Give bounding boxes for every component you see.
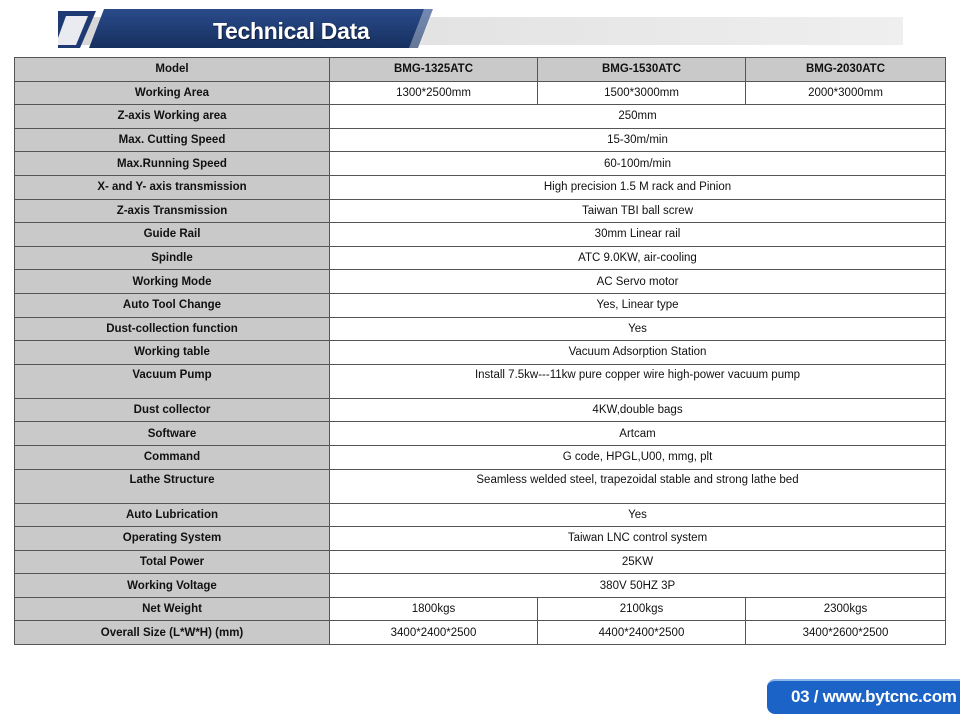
column-header-model: Model bbox=[15, 58, 330, 82]
row-value: Seamless welded steel, trapezoidal stable and strong lathe bed bbox=[330, 469, 946, 503]
row-value: 3400*2600*2500 bbox=[746, 621, 946, 645]
row-value: Taiwan LNC control system bbox=[330, 527, 946, 551]
table-row bbox=[15, 105, 946, 129]
footer-badge bbox=[767, 679, 960, 714]
table-row bbox=[15, 223, 946, 247]
footer-page-url: 03 / www.bytcnc.com bbox=[791, 687, 957, 706]
table-row bbox=[15, 445, 946, 469]
row-label: Max.Running Speed bbox=[15, 152, 330, 176]
table-row bbox=[15, 152, 946, 176]
row-value: 2300kgs bbox=[746, 597, 946, 621]
page-title: Technical Data bbox=[213, 18, 370, 44]
column-header-bmg-1325atc: BMG-1325ATC bbox=[330, 58, 538, 82]
row-label: Lathe Structure bbox=[15, 469, 330, 503]
row-label: Dust-collection function bbox=[15, 317, 330, 341]
row-value: 4400*2400*2500 bbox=[538, 621, 746, 645]
header-banner-shape bbox=[58, 8, 903, 48]
row-label: Software bbox=[15, 422, 330, 446]
technical-data-table bbox=[14, 57, 946, 645]
table-row bbox=[15, 293, 946, 317]
row-value: 380V 50HZ 3P bbox=[330, 574, 946, 598]
row-value: 2000*3000mm bbox=[746, 81, 946, 105]
row-label: Working Mode bbox=[15, 270, 330, 294]
row-label: Spindle bbox=[15, 246, 330, 270]
row-value: 60-100m/min bbox=[330, 152, 946, 176]
table-row bbox=[15, 270, 946, 294]
row-value: 3400*2400*2500 bbox=[330, 621, 538, 645]
row-label: Auto Tool Change bbox=[15, 293, 330, 317]
table-row bbox=[15, 364, 946, 398]
row-value: AC Servo motor bbox=[330, 270, 946, 294]
row-label: Working Area bbox=[15, 81, 330, 105]
row-value: Artcam bbox=[330, 422, 946, 446]
table-row bbox=[15, 422, 946, 446]
row-label: Z-axis Working area bbox=[15, 105, 330, 129]
row-label: Total Power bbox=[15, 550, 330, 574]
row-label: Z-axis Transmission bbox=[15, 199, 330, 223]
row-value: Vacuum Adsorption Station bbox=[330, 341, 946, 365]
section-header bbox=[58, 8, 903, 48]
column-header-bmg-1530atc: BMG-1530ATC bbox=[538, 58, 746, 82]
table-row bbox=[15, 574, 946, 598]
row-value: 25KW bbox=[330, 550, 946, 574]
row-label: Guide Rail bbox=[15, 223, 330, 247]
row-value: 15-30m/min bbox=[330, 128, 946, 152]
table-row bbox=[15, 199, 946, 223]
row-value: Yes, Linear type bbox=[330, 293, 946, 317]
table-row bbox=[15, 550, 946, 574]
row-label: Vacuum Pump bbox=[15, 364, 330, 398]
row-value: 1800kgs bbox=[330, 597, 538, 621]
column-header-bmg-2030atc: BMG-2030ATC bbox=[746, 58, 946, 82]
table-row bbox=[15, 503, 946, 527]
row-value: 1500*3000mm bbox=[538, 81, 746, 105]
table-row bbox=[15, 597, 946, 621]
table-row bbox=[15, 527, 946, 551]
table-row bbox=[15, 621, 946, 645]
table-row bbox=[15, 175, 946, 199]
row-value: ATC 9.0KW, air-cooling bbox=[330, 246, 946, 270]
row-label: Operating System bbox=[15, 527, 330, 551]
row-value: Yes bbox=[330, 503, 946, 527]
row-value: Yes bbox=[330, 317, 946, 341]
table-row bbox=[15, 398, 946, 422]
row-label: Dust collector bbox=[15, 398, 330, 422]
row-value: G code, HPGL,U00, mmg, plt bbox=[330, 445, 946, 469]
row-label: Working Voltage bbox=[15, 574, 330, 598]
row-value: 250mm bbox=[330, 105, 946, 129]
row-value: Install 7.5kw---11kw pure copper wire high-power vacuum pump bbox=[330, 364, 946, 398]
row-value: 2100kgs bbox=[538, 597, 746, 621]
row-label: Overall Size (L*W*H) (mm) bbox=[15, 621, 330, 645]
row-label: Working table bbox=[15, 341, 330, 365]
table-row bbox=[15, 246, 946, 270]
row-value: 4KW,double bags bbox=[330, 398, 946, 422]
row-value: 30mm Linear rail bbox=[330, 223, 946, 247]
table-row bbox=[15, 317, 946, 341]
row-value: 1300*2500mm bbox=[330, 81, 538, 105]
table-body bbox=[15, 58, 946, 645]
row-value: High precision 1.5 M rack and Pinion bbox=[330, 175, 946, 199]
row-label: Command bbox=[15, 445, 330, 469]
table-header-row bbox=[15, 58, 946, 82]
table-row bbox=[15, 341, 946, 365]
table-row bbox=[15, 469, 946, 503]
row-value: Taiwan TBI ball screw bbox=[330, 199, 946, 223]
table-row bbox=[15, 81, 946, 105]
row-label: Max. Cutting Speed bbox=[15, 128, 330, 152]
table-row bbox=[15, 128, 946, 152]
row-label: X- and Y- axis transmission bbox=[15, 175, 330, 199]
row-label: Auto Lubrication bbox=[15, 503, 330, 527]
row-label: Net Weight bbox=[15, 597, 330, 621]
